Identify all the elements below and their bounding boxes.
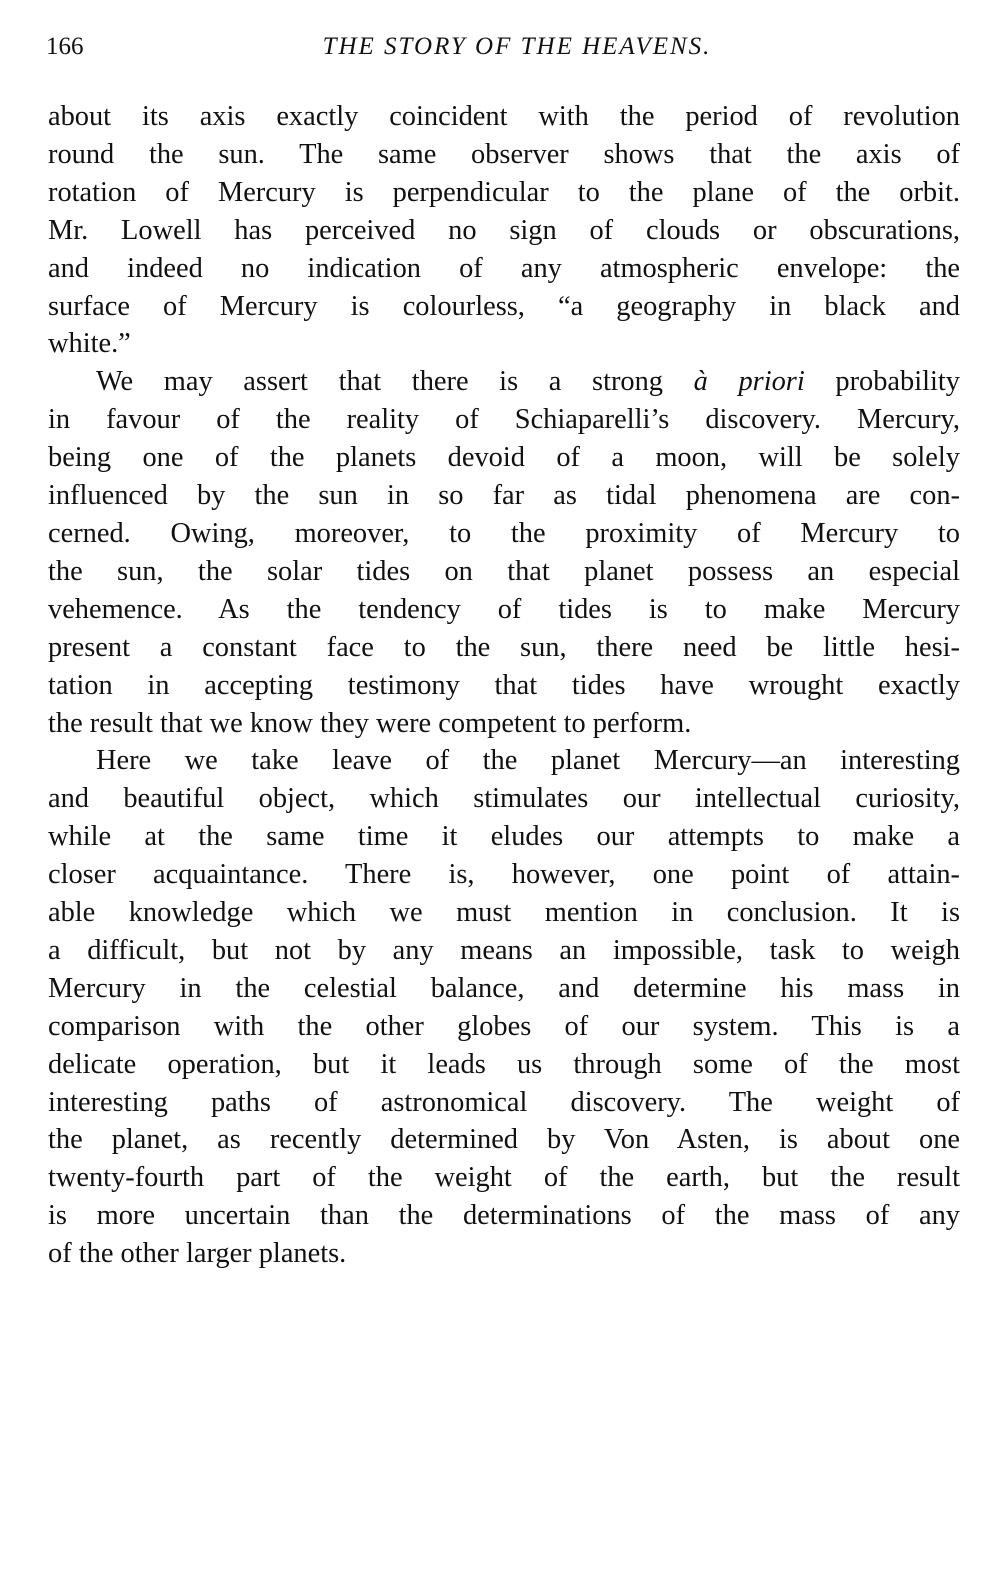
text-line: vehemence. As the tendency of tides is to make Mercury: [48, 593, 960, 625]
text-line: the planet, as recently determined by Von Asten, is about one: [48, 1124, 960, 1156]
text-line: able knowledge which we must mention in conclusion. It is: [48, 897, 960, 929]
text-line: of the other larger planets.: [48, 1238, 347, 1270]
text-line: about its axis exactly coincident with the period of revolution: [48, 101, 960, 132]
running-title: THE STORY OF THE HEAVENS.: [322, 33, 712, 60]
text-line: Mercury in the celestial balance, and determine his mass in: [48, 972, 960, 1004]
text-line-first: [48, 363, 960, 401]
text-line: white.”: [48, 328, 131, 360]
text-run: probability: [804, 366, 960, 398]
text-line: a difficult, but not by any means an impossible, task to weigh: [48, 934, 960, 966]
text-line: Here we take leave of the planet Mercury—an interesting: [96, 745, 960, 777]
text-line: the result that we know they were competent to perform.: [48, 707, 692, 739]
text-line: interesting paths of astronomical discovery. The weight of: [48, 1086, 960, 1118]
text-line: Mr. Lowell has perceived no sign of clouds or obscurations,: [48, 214, 960, 246]
text-line: surface of Mercury is colourless, “a geography in black and: [48, 290, 960, 322]
body-text: [48, 98, 960, 1273]
paragraph-1: [48, 98, 960, 363]
text-line: the sun, the solar tides on that planet possess an especial: [48, 555, 960, 587]
text-line: present a constant face to the sun, there need be little hesi-: [48, 631, 960, 663]
text-line: rotation of Mercury is perpendicular to the plane of the orbit.: [48, 176, 960, 208]
text-line: round the sun. The same observer shows that the axis of: [48, 138, 960, 170]
text-line: being one of the planets devoid of a moon, will be solely: [48, 442, 960, 474]
text-line: in favour of the reality of Schiaparelli’s discovery. Mercury,: [48, 404, 960, 436]
text-run: We may assert that there is a strong: [96, 366, 694, 398]
text-line: and indeed no indication of any atmospheric envelope: the: [48, 252, 960, 284]
italic-phrase: à priori: [693, 366, 805, 398]
text-line: while at the same time it eludes our attempts to make a: [48, 821, 960, 853]
text-line: is more uncertain than the determinations of the mass of any: [48, 1200, 960, 1232]
text-line: tation in accepting testimony that tides have wrought exactly: [48, 669, 960, 701]
text-line: comparison with the other globes of our system. This is a: [48, 1010, 960, 1042]
paragraph-2: [48, 363, 960, 742]
text-line: delicate operation, but it leads us through some of the most: [48, 1048, 960, 1080]
paragraph-3: [48, 742, 960, 1273]
text-line: twenty-fourth part of the weight of the earth, but the result: [48, 1162, 960, 1194]
text-line: influenced by the sun in so far as tidal phenomena are con-: [48, 480, 960, 512]
text-line: cerned. Owing, moreover, to the proximity of Mercury to: [48, 517, 960, 549]
page-number: 166: [46, 33, 84, 60]
running-head: [46, 32, 958, 62]
text-line: closer acquaintance. There is, however, one point of attain-: [48, 859, 960, 891]
text-line: and beautiful object, which stimulates our intellectual curiosity,: [48, 783, 960, 815]
